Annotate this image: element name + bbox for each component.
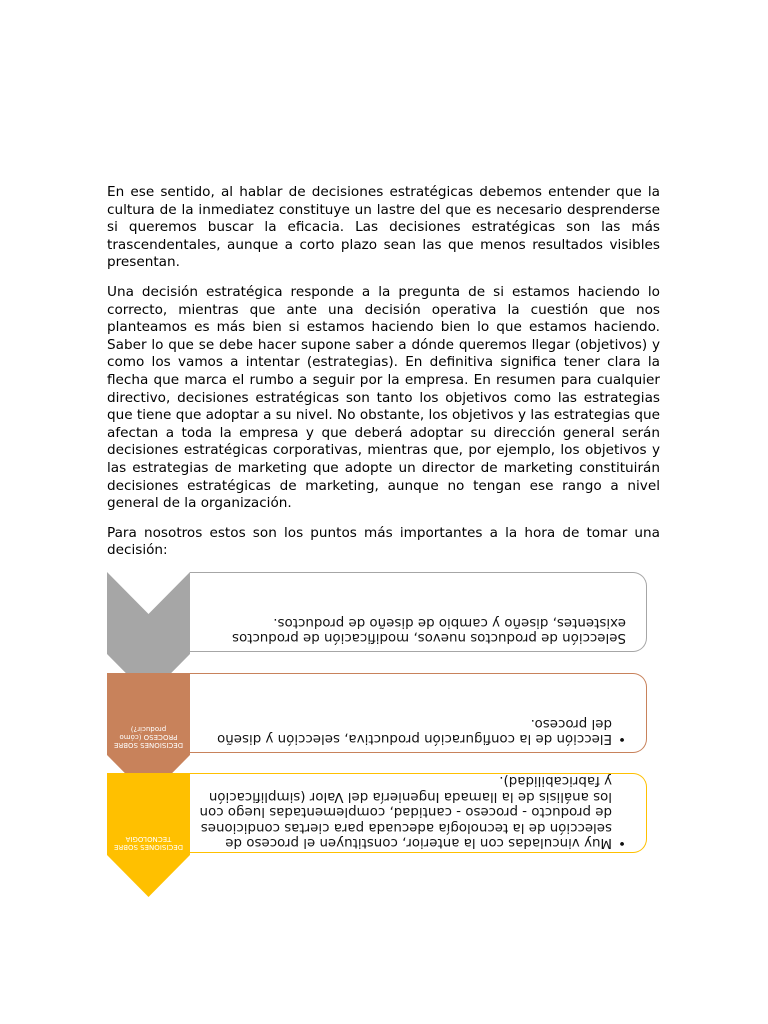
- chevron-label-1: [107, 600, 190, 640]
- paragraph-1: En ese sentido, al hablar de decisiones estratégicas debemos entender que la cultura de la inmediatez constituye un lastre del que es necesario desprenderse si queremos buscar la eficacia. Las decisiones estratégicas son las más trascendentales, aunque a corto plazo sean las que menos resultados visibles presentan.: [107, 184, 660, 271]
- chevron-label-2: DECISIONES SOBRE PROCESO (cómo producir?): [113, 725, 184, 749]
- paragraph-3: Para nosotros estos son los puntos más importantes a la hora de tomar una decisión:: [107, 524, 660, 559]
- box-content-2: Elección de la configuración productiva, selección y diseño del proceso.: [217, 715, 612, 746]
- box-row-2: [190, 673, 647, 753]
- chevron-label-3: DECISIONES SOBRE TECNOLOGIA: [113, 835, 184, 851]
- bullet-2: •: [618, 731, 626, 746]
- box-content-3: Muy vinculadas con la anterior, constituyen el proceso de selección de la tecnología adecuada para ciertas condiciones de producto - proceso - cantidad, complementadas luego con los análisis de la llamada Ingeniería del Valor (simplificación y fabricabilidad).: [199, 773, 612, 850]
- box-text-2: [198, 688, 626, 746]
- box-text-3: [198, 773, 626, 850]
- box-row-1: [190, 572, 647, 652]
- box-content-1: Selección de productos nuevos, modificación de productos existentes, diseño y cambio de diseño de productos.: [232, 614, 626, 645]
- box-text-1: [198, 581, 626, 645]
- box-row-3: [190, 773, 647, 853]
- bullet-3: •: [618, 835, 626, 850]
- paragraph-2: Una decisión estratégica responde a la pregunta de si estamos haciendo lo correcto, mientras que ante una decisión operativa la cuestión que nos planteamos es más bien si estamos haciendo bien lo que estamos haciendo. Saber lo que se debe hacer supone saber a dónde queremos llegar (objetivos) y como los vamos a intentar (estrategias). En definitiva significa tener clara la flecha que marca el rumbo a seguir por la empresa. En resumen para cualquier directivo, decisiones estratégicas son tanto los objetivos como las estrategias que tiene que adoptar a su nivel. No obstante, los objetivos y las estrategias que afectan a toda la empresa y que deberá adoptar su dirección general serán decisiones estratégicas corporativas, mientras que, por ejemplo, los objetivos y las estrategias de marketing que adopte un director de marketing constituirán decisiones estratégicas de marketing, aunque no tengan ese rango a nivel general de la organización.: [107, 283, 660, 512]
